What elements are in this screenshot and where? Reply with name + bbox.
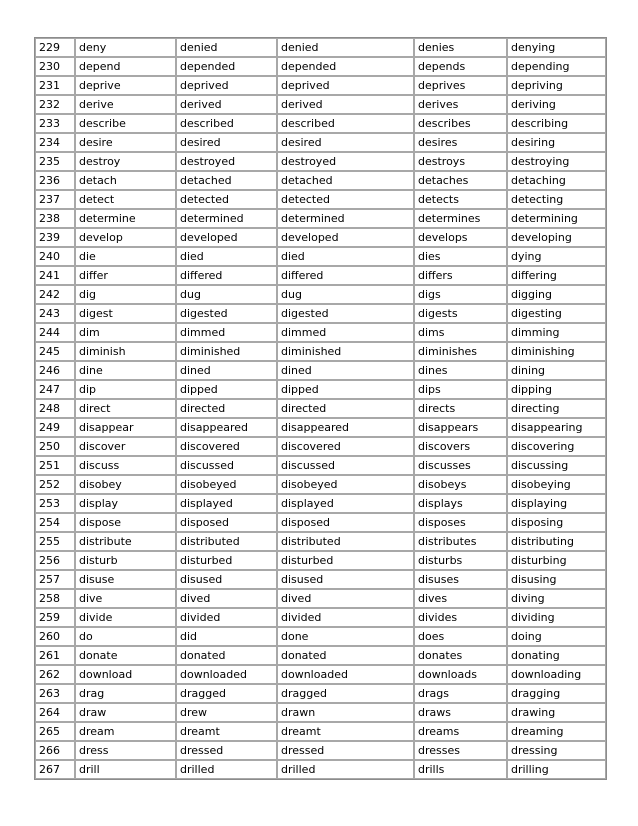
present-participle-cell: disobeying	[507, 475, 606, 494]
table-row	[35, 247, 606, 266]
past-simple-cell: disposed	[176, 513, 277, 532]
past-simple-cell: desired	[176, 133, 277, 152]
third-person-cell: disappears	[414, 418, 507, 437]
past-participle-cell: desired	[277, 133, 414, 152]
present-participle-cell: discussing	[507, 456, 606, 475]
past-simple-cell: detected	[176, 190, 277, 209]
row-number: 231	[35, 76, 75, 95]
table-row	[35, 646, 606, 665]
third-person-cell: directs	[414, 399, 507, 418]
table-row	[35, 513, 606, 532]
present-participle-cell: disappearing	[507, 418, 606, 437]
past-simple-cell: differed	[176, 266, 277, 285]
row-number: 232	[35, 95, 75, 114]
table-row	[35, 190, 606, 209]
row-number: 248	[35, 399, 75, 418]
row-number: 236	[35, 171, 75, 190]
present-participle-cell: dining	[507, 361, 606, 380]
past-participle-cell: died	[277, 247, 414, 266]
row-number: 250	[35, 437, 75, 456]
third-person-cell: dies	[414, 247, 507, 266]
base-form-cell: detach	[75, 171, 176, 190]
table-row	[35, 722, 606, 741]
base-form-cell: direct	[75, 399, 176, 418]
base-form-cell: divide	[75, 608, 176, 627]
present-participle-cell: displaying	[507, 494, 606, 513]
base-form-cell: dig	[75, 285, 176, 304]
present-participle-cell: denying	[507, 38, 606, 57]
third-person-cell: dives	[414, 589, 507, 608]
table-row	[35, 114, 606, 133]
table-row	[35, 209, 606, 228]
table-row	[35, 323, 606, 342]
past-participle-cell: disobeyed	[277, 475, 414, 494]
third-person-cell: draws	[414, 703, 507, 722]
past-simple-cell: diminished	[176, 342, 277, 361]
row-number: 235	[35, 152, 75, 171]
past-participle-cell: digested	[277, 304, 414, 323]
past-participle-cell: deprived	[277, 76, 414, 95]
base-form-cell: disturb	[75, 551, 176, 570]
third-person-cell: downloads	[414, 665, 507, 684]
past-participle-cell: denied	[277, 38, 414, 57]
third-person-cell: dines	[414, 361, 507, 380]
past-participle-cell: dreamt	[277, 722, 414, 741]
past-participle-cell: displayed	[277, 494, 414, 513]
past-simple-cell: digested	[176, 304, 277, 323]
row-number: 242	[35, 285, 75, 304]
third-person-cell: dips	[414, 380, 507, 399]
base-form-cell: deny	[75, 38, 176, 57]
third-person-cell: disturbs	[414, 551, 507, 570]
past-participle-cell: discussed	[277, 456, 414, 475]
past-participle-cell: disturbed	[277, 551, 414, 570]
past-participle-cell: disappeared	[277, 418, 414, 437]
present-participle-cell: digging	[507, 285, 606, 304]
past-participle-cell: done	[277, 627, 414, 646]
row-number: 243	[35, 304, 75, 323]
past-simple-cell: disturbed	[176, 551, 277, 570]
base-form-cell: draw	[75, 703, 176, 722]
past-participle-cell: dipped	[277, 380, 414, 399]
verb-table-body	[35, 38, 606, 779]
table-row	[35, 456, 606, 475]
row-number: 234	[35, 133, 75, 152]
past-participle-cell: dived	[277, 589, 414, 608]
base-form-cell: dim	[75, 323, 176, 342]
base-form-cell: determine	[75, 209, 176, 228]
table-row	[35, 152, 606, 171]
present-participle-cell: donating	[507, 646, 606, 665]
present-participle-cell: differing	[507, 266, 606, 285]
row-number: 267	[35, 760, 75, 779]
third-person-cell: digs	[414, 285, 507, 304]
table-row	[35, 57, 606, 76]
row-number: 253	[35, 494, 75, 513]
base-form-cell: dine	[75, 361, 176, 380]
table-row	[35, 570, 606, 589]
row-number: 230	[35, 57, 75, 76]
document-page	[34, 37, 607, 780]
past-participle-cell: dragged	[277, 684, 414, 703]
past-simple-cell: deprived	[176, 76, 277, 95]
base-form-cell: depend	[75, 57, 176, 76]
present-participle-cell: dipping	[507, 380, 606, 399]
table-row	[35, 532, 606, 551]
row-number: 233	[35, 114, 75, 133]
table-row	[35, 380, 606, 399]
past-participle-cell: directed	[277, 399, 414, 418]
third-person-cell: drills	[414, 760, 507, 779]
table-row	[35, 266, 606, 285]
base-form-cell: distribute	[75, 532, 176, 551]
present-participle-cell: digesting	[507, 304, 606, 323]
past-participle-cell: differed	[277, 266, 414, 285]
third-person-cell: dims	[414, 323, 507, 342]
third-person-cell: develops	[414, 228, 507, 247]
past-simple-cell: directed	[176, 399, 277, 418]
base-form-cell: disuse	[75, 570, 176, 589]
third-person-cell: displays	[414, 494, 507, 513]
table-row	[35, 361, 606, 380]
row-number: 256	[35, 551, 75, 570]
third-person-cell: detaches	[414, 171, 507, 190]
row-number: 247	[35, 380, 75, 399]
third-person-cell: donates	[414, 646, 507, 665]
base-form-cell: disobey	[75, 475, 176, 494]
base-form-cell: digest	[75, 304, 176, 323]
past-participle-cell: determined	[277, 209, 414, 228]
present-participle-cell: detecting	[507, 190, 606, 209]
table-row	[35, 494, 606, 513]
table-row	[35, 399, 606, 418]
row-number: 260	[35, 627, 75, 646]
past-simple-cell: denied	[176, 38, 277, 57]
present-participle-cell: disposing	[507, 513, 606, 532]
past-participle-cell: depended	[277, 57, 414, 76]
third-person-cell: derives	[414, 95, 507, 114]
row-number: 266	[35, 741, 75, 760]
present-participle-cell: desiring	[507, 133, 606, 152]
row-number: 249	[35, 418, 75, 437]
verb-forms-table	[34, 37, 607, 780]
table-row	[35, 418, 606, 437]
row-number: 251	[35, 456, 75, 475]
past-participle-cell: dug	[277, 285, 414, 304]
present-participle-cell: drilling	[507, 760, 606, 779]
present-participle-cell: dressing	[507, 741, 606, 760]
third-person-cell: dresses	[414, 741, 507, 760]
third-person-cell: destroys	[414, 152, 507, 171]
present-participle-cell: dying	[507, 247, 606, 266]
past-simple-cell: distributed	[176, 532, 277, 551]
third-person-cell: determines	[414, 209, 507, 228]
table-row	[35, 38, 606, 57]
past-participle-cell: disposed	[277, 513, 414, 532]
present-participle-cell: drawing	[507, 703, 606, 722]
present-participle-cell: doing	[507, 627, 606, 646]
present-participle-cell: disturbing	[507, 551, 606, 570]
base-form-cell: dip	[75, 380, 176, 399]
base-form-cell: differ	[75, 266, 176, 285]
base-form-cell: describe	[75, 114, 176, 133]
table-row	[35, 551, 606, 570]
present-participle-cell: dreaming	[507, 722, 606, 741]
table-row	[35, 703, 606, 722]
table-row	[35, 228, 606, 247]
row-number: 229	[35, 38, 75, 57]
present-participle-cell: directing	[507, 399, 606, 418]
past-simple-cell: dipped	[176, 380, 277, 399]
past-simple-cell: developed	[176, 228, 277, 247]
base-form-cell: desire	[75, 133, 176, 152]
third-person-cell: deprives	[414, 76, 507, 95]
row-number: 257	[35, 570, 75, 589]
row-number: 259	[35, 608, 75, 627]
row-number: 246	[35, 361, 75, 380]
past-simple-cell: described	[176, 114, 277, 133]
table-row	[35, 76, 606, 95]
third-person-cell: denies	[414, 38, 507, 57]
past-simple-cell: dragged	[176, 684, 277, 703]
row-number: 245	[35, 342, 75, 361]
table-row	[35, 171, 606, 190]
past-simple-cell: dug	[176, 285, 277, 304]
past-simple-cell: derived	[176, 95, 277, 114]
table-row	[35, 665, 606, 684]
third-person-cell: describes	[414, 114, 507, 133]
past-simple-cell: discovered	[176, 437, 277, 456]
past-simple-cell: destroyed	[176, 152, 277, 171]
past-participle-cell: drawn	[277, 703, 414, 722]
third-person-cell: distributes	[414, 532, 507, 551]
table-row	[35, 627, 606, 646]
row-number: 244	[35, 323, 75, 342]
present-participle-cell: deriving	[507, 95, 606, 114]
present-participle-cell: dimming	[507, 323, 606, 342]
base-form-cell: dream	[75, 722, 176, 741]
past-participle-cell: described	[277, 114, 414, 133]
past-simple-cell: divided	[176, 608, 277, 627]
past-participle-cell: discovered	[277, 437, 414, 456]
past-participle-cell: detached	[277, 171, 414, 190]
row-number: 263	[35, 684, 75, 703]
past-simple-cell: displayed	[176, 494, 277, 513]
present-participle-cell: distributing	[507, 532, 606, 551]
base-form-cell: download	[75, 665, 176, 684]
base-form-cell: deprive	[75, 76, 176, 95]
base-form-cell: drill	[75, 760, 176, 779]
present-participle-cell: developing	[507, 228, 606, 247]
third-person-cell: discovers	[414, 437, 507, 456]
base-form-cell: discover	[75, 437, 176, 456]
past-participle-cell: disused	[277, 570, 414, 589]
past-simple-cell: discussed	[176, 456, 277, 475]
table-row	[35, 342, 606, 361]
present-participle-cell: depending	[507, 57, 606, 76]
table-row	[35, 285, 606, 304]
third-person-cell: dreams	[414, 722, 507, 741]
past-simple-cell: donated	[176, 646, 277, 665]
present-participle-cell: discovering	[507, 437, 606, 456]
table-row	[35, 95, 606, 114]
row-number: 237	[35, 190, 75, 209]
past-participle-cell: downloaded	[277, 665, 414, 684]
present-participle-cell: depriving	[507, 76, 606, 95]
past-simple-cell: dived	[176, 589, 277, 608]
base-form-cell: destroy	[75, 152, 176, 171]
third-person-cell: drags	[414, 684, 507, 703]
base-form-cell: diminish	[75, 342, 176, 361]
table-row	[35, 684, 606, 703]
third-person-cell: disuses	[414, 570, 507, 589]
row-number: 252	[35, 475, 75, 494]
third-person-cell: depends	[414, 57, 507, 76]
present-participle-cell: diminishing	[507, 342, 606, 361]
present-participle-cell: dragging	[507, 684, 606, 703]
present-participle-cell: detaching	[507, 171, 606, 190]
past-participle-cell: detected	[277, 190, 414, 209]
third-person-cell: detects	[414, 190, 507, 209]
base-form-cell: derive	[75, 95, 176, 114]
row-number: 262	[35, 665, 75, 684]
base-form-cell: display	[75, 494, 176, 513]
base-form-cell: drag	[75, 684, 176, 703]
base-form-cell: dispose	[75, 513, 176, 532]
present-participle-cell: determining	[507, 209, 606, 228]
table-row	[35, 475, 606, 494]
base-form-cell: detect	[75, 190, 176, 209]
row-number: 258	[35, 589, 75, 608]
past-simple-cell: drilled	[176, 760, 277, 779]
past-simple-cell: dimmed	[176, 323, 277, 342]
past-participle-cell: destroyed	[277, 152, 414, 171]
past-simple-cell: did	[176, 627, 277, 646]
row-number: 239	[35, 228, 75, 247]
past-simple-cell: disused	[176, 570, 277, 589]
past-participle-cell: divided	[277, 608, 414, 627]
past-participle-cell: diminished	[277, 342, 414, 361]
base-form-cell: discuss	[75, 456, 176, 475]
past-participle-cell: dressed	[277, 741, 414, 760]
third-person-cell: discusses	[414, 456, 507, 475]
base-form-cell: develop	[75, 228, 176, 247]
third-person-cell: divides	[414, 608, 507, 627]
table-row	[35, 437, 606, 456]
third-person-cell: differs	[414, 266, 507, 285]
present-participle-cell: destroying	[507, 152, 606, 171]
row-number: 241	[35, 266, 75, 285]
present-participle-cell: dividing	[507, 608, 606, 627]
row-number: 261	[35, 646, 75, 665]
base-form-cell: dress	[75, 741, 176, 760]
past-simple-cell: depended	[176, 57, 277, 76]
past-simple-cell: disobeyed	[176, 475, 277, 494]
row-number: 240	[35, 247, 75, 266]
past-simple-cell: drew	[176, 703, 277, 722]
row-number: 238	[35, 209, 75, 228]
table-row	[35, 589, 606, 608]
third-person-cell: disposes	[414, 513, 507, 532]
past-participle-cell: drilled	[277, 760, 414, 779]
third-person-cell: digests	[414, 304, 507, 323]
present-participle-cell: downloading	[507, 665, 606, 684]
row-number: 254	[35, 513, 75, 532]
table-row	[35, 133, 606, 152]
past-participle-cell: developed	[277, 228, 414, 247]
third-person-cell: disobeys	[414, 475, 507, 494]
past-simple-cell: died	[176, 247, 277, 266]
past-simple-cell: dressed	[176, 741, 277, 760]
table-row	[35, 760, 606, 779]
past-participle-cell: dined	[277, 361, 414, 380]
past-simple-cell: disappeared	[176, 418, 277, 437]
past-participle-cell: distributed	[277, 532, 414, 551]
third-person-cell: does	[414, 627, 507, 646]
row-number: 255	[35, 532, 75, 551]
past-simple-cell: downloaded	[176, 665, 277, 684]
third-person-cell: desires	[414, 133, 507, 152]
past-simple-cell: dined	[176, 361, 277, 380]
third-person-cell: diminishes	[414, 342, 507, 361]
past-simple-cell: dreamt	[176, 722, 277, 741]
base-form-cell: dive	[75, 589, 176, 608]
base-form-cell: do	[75, 627, 176, 646]
past-simple-cell: determined	[176, 209, 277, 228]
present-participle-cell: disusing	[507, 570, 606, 589]
past-participle-cell: donated	[277, 646, 414, 665]
past-simple-cell: detached	[176, 171, 277, 190]
base-form-cell: disappear	[75, 418, 176, 437]
table-row	[35, 304, 606, 323]
past-participle-cell: derived	[277, 95, 414, 114]
table-row	[35, 741, 606, 760]
present-participle-cell: describing	[507, 114, 606, 133]
table-row	[35, 608, 606, 627]
row-number: 264	[35, 703, 75, 722]
base-form-cell: donate	[75, 646, 176, 665]
present-participle-cell: diving	[507, 589, 606, 608]
base-form-cell: die	[75, 247, 176, 266]
past-participle-cell: dimmed	[277, 323, 414, 342]
row-number: 265	[35, 722, 75, 741]
